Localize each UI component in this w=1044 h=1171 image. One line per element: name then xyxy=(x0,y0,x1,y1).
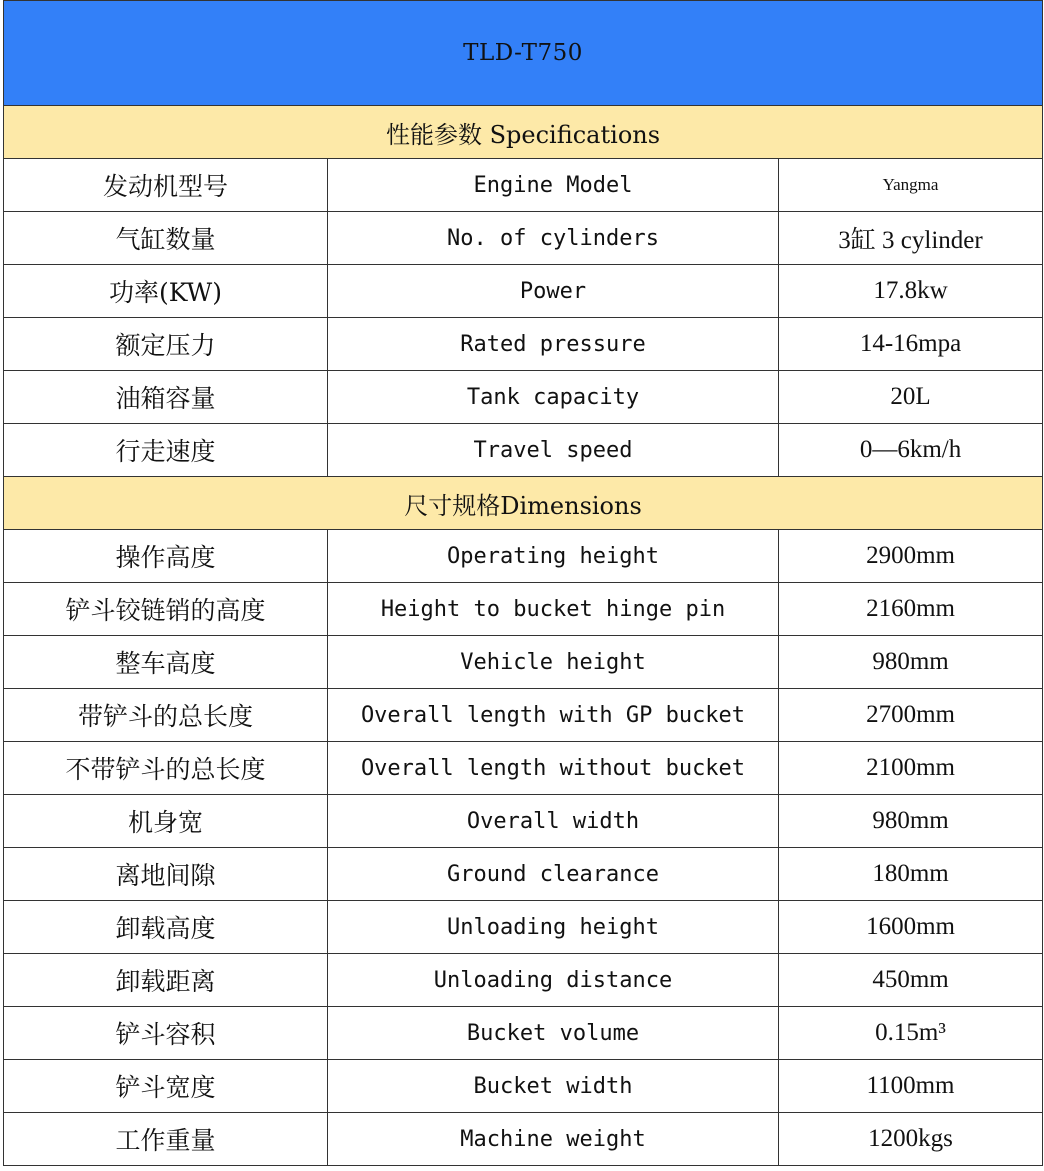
label-zh: 卸载高度 xyxy=(4,901,328,954)
table-row xyxy=(4,1007,1043,1060)
label-en: Unloading height xyxy=(328,901,779,954)
label-en: Vehicle height xyxy=(328,636,779,689)
model-title: TLD-T750 xyxy=(4,1,1043,106)
spec-value: 2900mm xyxy=(779,530,1043,583)
table-row xyxy=(4,530,1043,583)
label-en: Travel speed xyxy=(328,424,779,477)
section-heading: 性能参数 Specifications xyxy=(4,106,1043,159)
spec-value: 1600mm xyxy=(779,901,1043,954)
label-en: Ground clearance xyxy=(328,848,779,901)
table-row xyxy=(4,848,1043,901)
label-en: Machine weight xyxy=(328,1113,779,1166)
spec-value: 980mm xyxy=(779,795,1043,848)
table-row xyxy=(4,424,1043,477)
spec-value: Yangma xyxy=(779,159,1043,212)
label-en: Bucket width xyxy=(328,1060,779,1113)
label-zh: 带铲斗的总长度 xyxy=(4,689,328,742)
label-en: No. of cylinders xyxy=(328,212,779,265)
table-row xyxy=(4,636,1043,689)
label-zh: 功率(KW) xyxy=(4,265,328,318)
table-row xyxy=(4,583,1043,636)
spec-value: 0.15m³ xyxy=(779,1007,1043,1060)
spec-value: 1100mm xyxy=(779,1060,1043,1113)
label-zh: 油箱容量 xyxy=(4,371,328,424)
section-heading: 尺寸规格Dimensions xyxy=(4,477,1043,530)
spec-value: 3缸 3 cylinder xyxy=(779,212,1043,265)
spec-value: 2100mm xyxy=(779,742,1043,795)
spec-value: 450mm xyxy=(779,954,1043,1007)
label-zh: 额定压力 xyxy=(4,318,328,371)
label-en: Overall width xyxy=(328,795,779,848)
spec-value: 20L xyxy=(779,371,1043,424)
spec-table xyxy=(3,0,1043,1166)
section-header-dimensions xyxy=(4,477,1043,530)
label-zh: 离地间隙 xyxy=(4,848,328,901)
spec-value: 180mm xyxy=(779,848,1043,901)
table-row xyxy=(4,689,1043,742)
spec-value: 17.8kw xyxy=(779,265,1043,318)
label-zh: 整车高度 xyxy=(4,636,328,689)
spec-value: 2700mm xyxy=(779,689,1043,742)
table-row xyxy=(4,265,1043,318)
label-en: Unloading distance xyxy=(328,954,779,1007)
label-zh: 行走速度 xyxy=(4,424,328,477)
table-row xyxy=(4,901,1043,954)
label-zh: 机身宽 xyxy=(4,795,328,848)
label-en: Overall length without bucket xyxy=(328,742,779,795)
spec-value: 0—6km/h xyxy=(779,424,1043,477)
label-zh: 不带铲斗的总长度 xyxy=(4,742,328,795)
label-zh: 铲斗宽度 xyxy=(4,1060,328,1113)
label-zh: 铲斗铰链销的高度 xyxy=(4,583,328,636)
label-en: Engine Model xyxy=(328,159,779,212)
table-row xyxy=(4,159,1043,212)
section-header-specifications xyxy=(4,106,1043,159)
label-zh: 铲斗容积 xyxy=(4,1007,328,1060)
spec-value: 980mm xyxy=(779,636,1043,689)
table-row xyxy=(4,371,1043,424)
table-row xyxy=(4,318,1043,371)
spec-value: 1200kgs xyxy=(779,1113,1043,1166)
title-row xyxy=(4,1,1043,106)
table-row xyxy=(4,212,1043,265)
label-zh: 工作重量 xyxy=(4,1113,328,1166)
spec-value: 2160mm xyxy=(779,583,1043,636)
spec-value: 14-16mpa xyxy=(779,318,1043,371)
table-row xyxy=(4,795,1043,848)
label-zh: 气缸数量 xyxy=(4,212,328,265)
label-en: Rated pressure xyxy=(328,318,779,371)
label-zh: 卸载距离 xyxy=(4,954,328,1007)
label-zh: 操作高度 xyxy=(4,530,328,583)
table-row xyxy=(4,954,1043,1007)
table-row xyxy=(4,742,1043,795)
label-en: Bucket volume xyxy=(328,1007,779,1060)
label-en: Height to bucket hinge pin xyxy=(328,583,779,636)
label-zh: 发动机型号 xyxy=(4,159,328,212)
table-row xyxy=(4,1060,1043,1113)
label-en: Overall length with GP bucket xyxy=(328,689,779,742)
table-row xyxy=(4,1113,1043,1166)
label-en: Power xyxy=(328,265,779,318)
label-en: Tank capacity xyxy=(328,371,779,424)
label-en: Operating height xyxy=(328,530,779,583)
